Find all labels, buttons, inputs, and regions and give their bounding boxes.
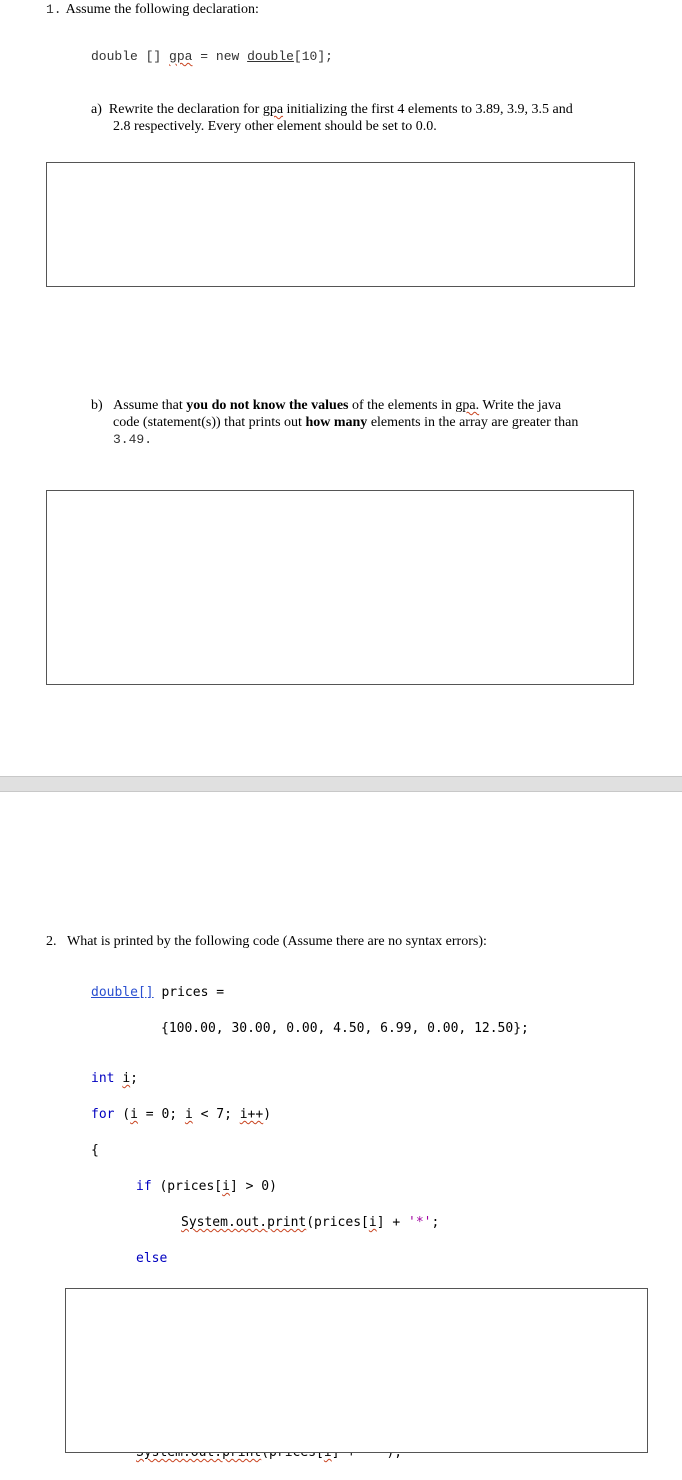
decl-size: [10]; (293, 49, 333, 64)
code-line (91, 1070, 529, 1088)
answer-box-1a[interactable] (46, 162, 635, 287)
code-token: int (91, 1071, 115, 1086)
code-token: prices = (153, 985, 225, 1000)
declaration-code (91, 48, 333, 66)
code-line (91, 1142, 529, 1160)
decl-equals: = (200, 49, 209, 64)
code-token: i (184, 1107, 193, 1122)
code-line (91, 984, 529, 1002)
code-token: = 0; (137, 1107, 185, 1122)
part-a-text1: Rewrite the declaration for (108, 102, 260, 117)
part-b-text3: Write the java (482, 398, 562, 413)
decl-alloc: double (247, 49, 294, 64)
code-token: ] + (376, 1215, 408, 1230)
answer-box-1b[interactable] (46, 490, 634, 685)
question-1-number: 1. (46, 2, 62, 17)
question-2-number: 2. (46, 934, 57, 949)
decl-type: double (91, 49, 138, 64)
part-b-text5: elements in the array are greater than (370, 415, 579, 430)
code-line (91, 1214, 529, 1232)
code-line (91, 1178, 529, 1196)
code-token: (prices[ (306, 1215, 369, 1230)
code-token: i (130, 1107, 138, 1122)
code-line (91, 1106, 529, 1124)
decl-new: new (215, 49, 240, 64)
part-b-line1 (91, 397, 561, 414)
decl-brackets: [] (145, 49, 162, 64)
part-b-bold2: how many (305, 415, 368, 430)
question-2-heading (46, 933, 487, 950)
code-line (91, 1020, 529, 1038)
code-token: i (368, 1215, 377, 1230)
part-b-text1: Assume that (113, 398, 183, 413)
part-a-var: gpa (262, 102, 284, 117)
question-2-text: What is printed by the following code (Assume there are no syntax errors): (67, 934, 487, 949)
code-token: i++ (239, 1107, 264, 1122)
question-1-heading (46, 0, 259, 19)
code-token: { (91, 1143, 99, 1158)
question-1-text: Assume the following declaration: (65, 2, 259, 17)
code-token: else (136, 1251, 168, 1266)
code-token: ) (263, 1107, 272, 1122)
part-b-text2: of the elements in (351, 398, 452, 413)
code-token: < 7; (192, 1107, 240, 1122)
code-token: System.out.print (181, 1215, 307, 1230)
part-a-label: a) (91, 102, 102, 117)
part-b-label: b) (91, 398, 103, 413)
code-token: i (222, 1179, 230, 1194)
part-b-bold1: you do not know the values (186, 398, 349, 413)
code-token: ; (130, 1071, 138, 1086)
part-b-var: gpa. (455, 398, 480, 413)
part-b-text4: code (statement(s)) that prints out (113, 415, 302, 430)
code-token: i (122, 1071, 131, 1086)
part-a-line2: 2.8 respectively. Every other element should be set to 0.0. (113, 119, 437, 134)
code-token: ( (114, 1107, 131, 1122)
part-a-line1 (91, 101, 573, 118)
decl-var: gpa (169, 49, 193, 64)
code-token: ] > 0) (229, 1179, 277, 1194)
part-a-text2: initializing the first 4 elements to 3.89, 3.9, 3.5 and (286, 102, 573, 117)
code-token: if (136, 1179, 152, 1194)
page-separator (0, 776, 682, 792)
part-b-value: 3.49. (113, 432, 153, 447)
code-token: for (91, 1107, 115, 1122)
part-b-line2 (113, 414, 578, 431)
code-token: (prices[ (151, 1179, 223, 1194)
code-token: double[] (91, 985, 154, 1000)
code-line (91, 1250, 529, 1268)
code-token: '*' (408, 1215, 432, 1230)
code-token: {100.00, 30.00, 0.00, 4.50, 6.99, 0.00, 12.50}; (161, 1021, 529, 1036)
code-token: ; (431, 1215, 440, 1230)
answer-box-2[interactable] (65, 1288, 648, 1453)
